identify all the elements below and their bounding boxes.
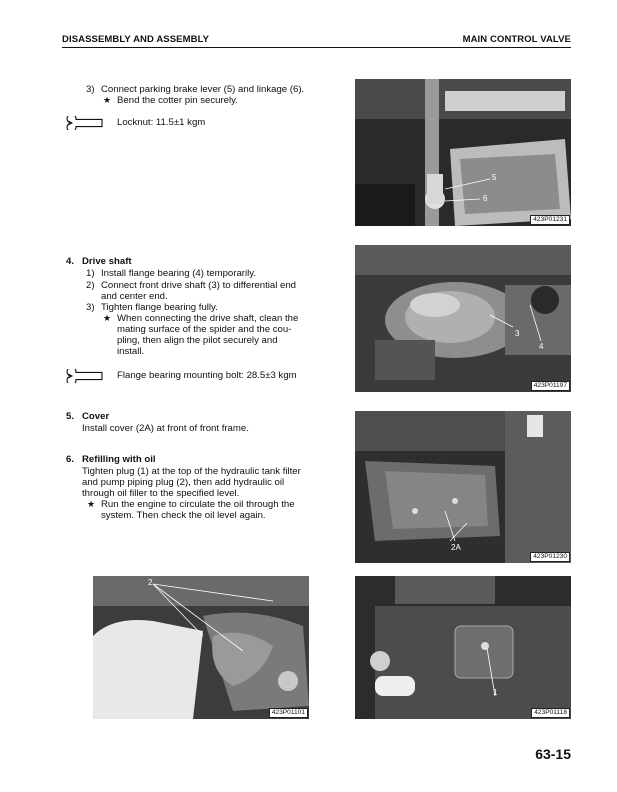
photo-label: 3 [515, 329, 520, 338]
note-text: Run the engine to circulate the oil through the [101, 499, 295, 510]
step-text: Install flange bearing (4) temporarily. [101, 268, 256, 279]
wrench-icon [66, 116, 104, 130]
section-number: 4. [66, 256, 75, 267]
section-title: Refilling with oil [82, 454, 156, 465]
step-number: 1) [86, 268, 95, 279]
photo-hydraulic-tank [93, 576, 309, 719]
photo-cover [355, 411, 571, 563]
step-number: 3) [86, 302, 95, 313]
note-text: system. Then check the oil level again. [101, 510, 266, 521]
section-title: Cover [82, 411, 110, 422]
photo-label: 6 [483, 194, 488, 203]
section-number: 6. [66, 454, 75, 465]
note-text: When connecting the drive shaft, clean the [117, 313, 299, 324]
photo-label: 5 [492, 173, 497, 182]
torque-spec: Flange bearing mounting bolt: 28.5±3 kgm [117, 370, 297, 381]
section-text: Tighten plug (1) at the top of the hydraulic tank filter [82, 466, 301, 477]
photo-plug [355, 576, 571, 719]
photo-code: 423P01231 [530, 215, 570, 225]
step-number: 3) [86, 84, 95, 95]
note-text: Bend the cotter pin securely. [117, 95, 238, 106]
header-rule [62, 47, 571, 48]
photo-code: 423P01230 [530, 552, 570, 562]
wrench-icon [66, 369, 104, 383]
photo-drive-shaft [355, 245, 571, 392]
photo-label: 2 [148, 578, 153, 587]
step-text: Connect front drive shaft (3) to differential end [101, 280, 297, 291]
note-star-icon: ★ [103, 95, 112, 105]
photo-code: 423P01118 [531, 708, 570, 718]
step-number: 2) [86, 280, 95, 291]
photo-label: 4 [539, 342, 544, 351]
photo-parking-brake [355, 79, 571, 226]
note-star-icon: ★ [87, 499, 96, 509]
step-text: Tighten flange bearing fully. [101, 302, 218, 313]
note-text: install. [117, 346, 145, 357]
note-star-icon: ★ [103, 313, 112, 323]
note-text: mating surface of the spider and the cou- [117, 324, 292, 335]
header-right-title: MAIN CONTROL VALVE [462, 34, 571, 45]
section-text: and pump piping plug (2), then add hydraulic oil [82, 477, 285, 488]
section-title: Drive shaft [82, 256, 132, 267]
note-text: pling, then align the pilot securely and [117, 335, 278, 346]
photo-label: 1 [493, 688, 498, 697]
section-text: Install cover (2A) at front of front frame. [82, 423, 249, 434]
page-number: 63-15 [535, 746, 571, 762]
section-number: 5. [66, 411, 75, 422]
torque-spec: Locknut: 11.5±1 kgm [117, 117, 206, 128]
section-text: through oil filler to the specified level. [82, 488, 240, 499]
header-left-title: DISASSEMBLY AND ASSEMBLY [62, 34, 210, 45]
photo-code: 423P01101 [269, 708, 308, 718]
photo-label: 2A [451, 543, 461, 552]
photo-code: 423P01197 [531, 381, 570, 391]
step-text: Connect parking brake lever (5) and linkage (6). [101, 84, 305, 95]
step-text: and center end. [101, 291, 168, 302]
